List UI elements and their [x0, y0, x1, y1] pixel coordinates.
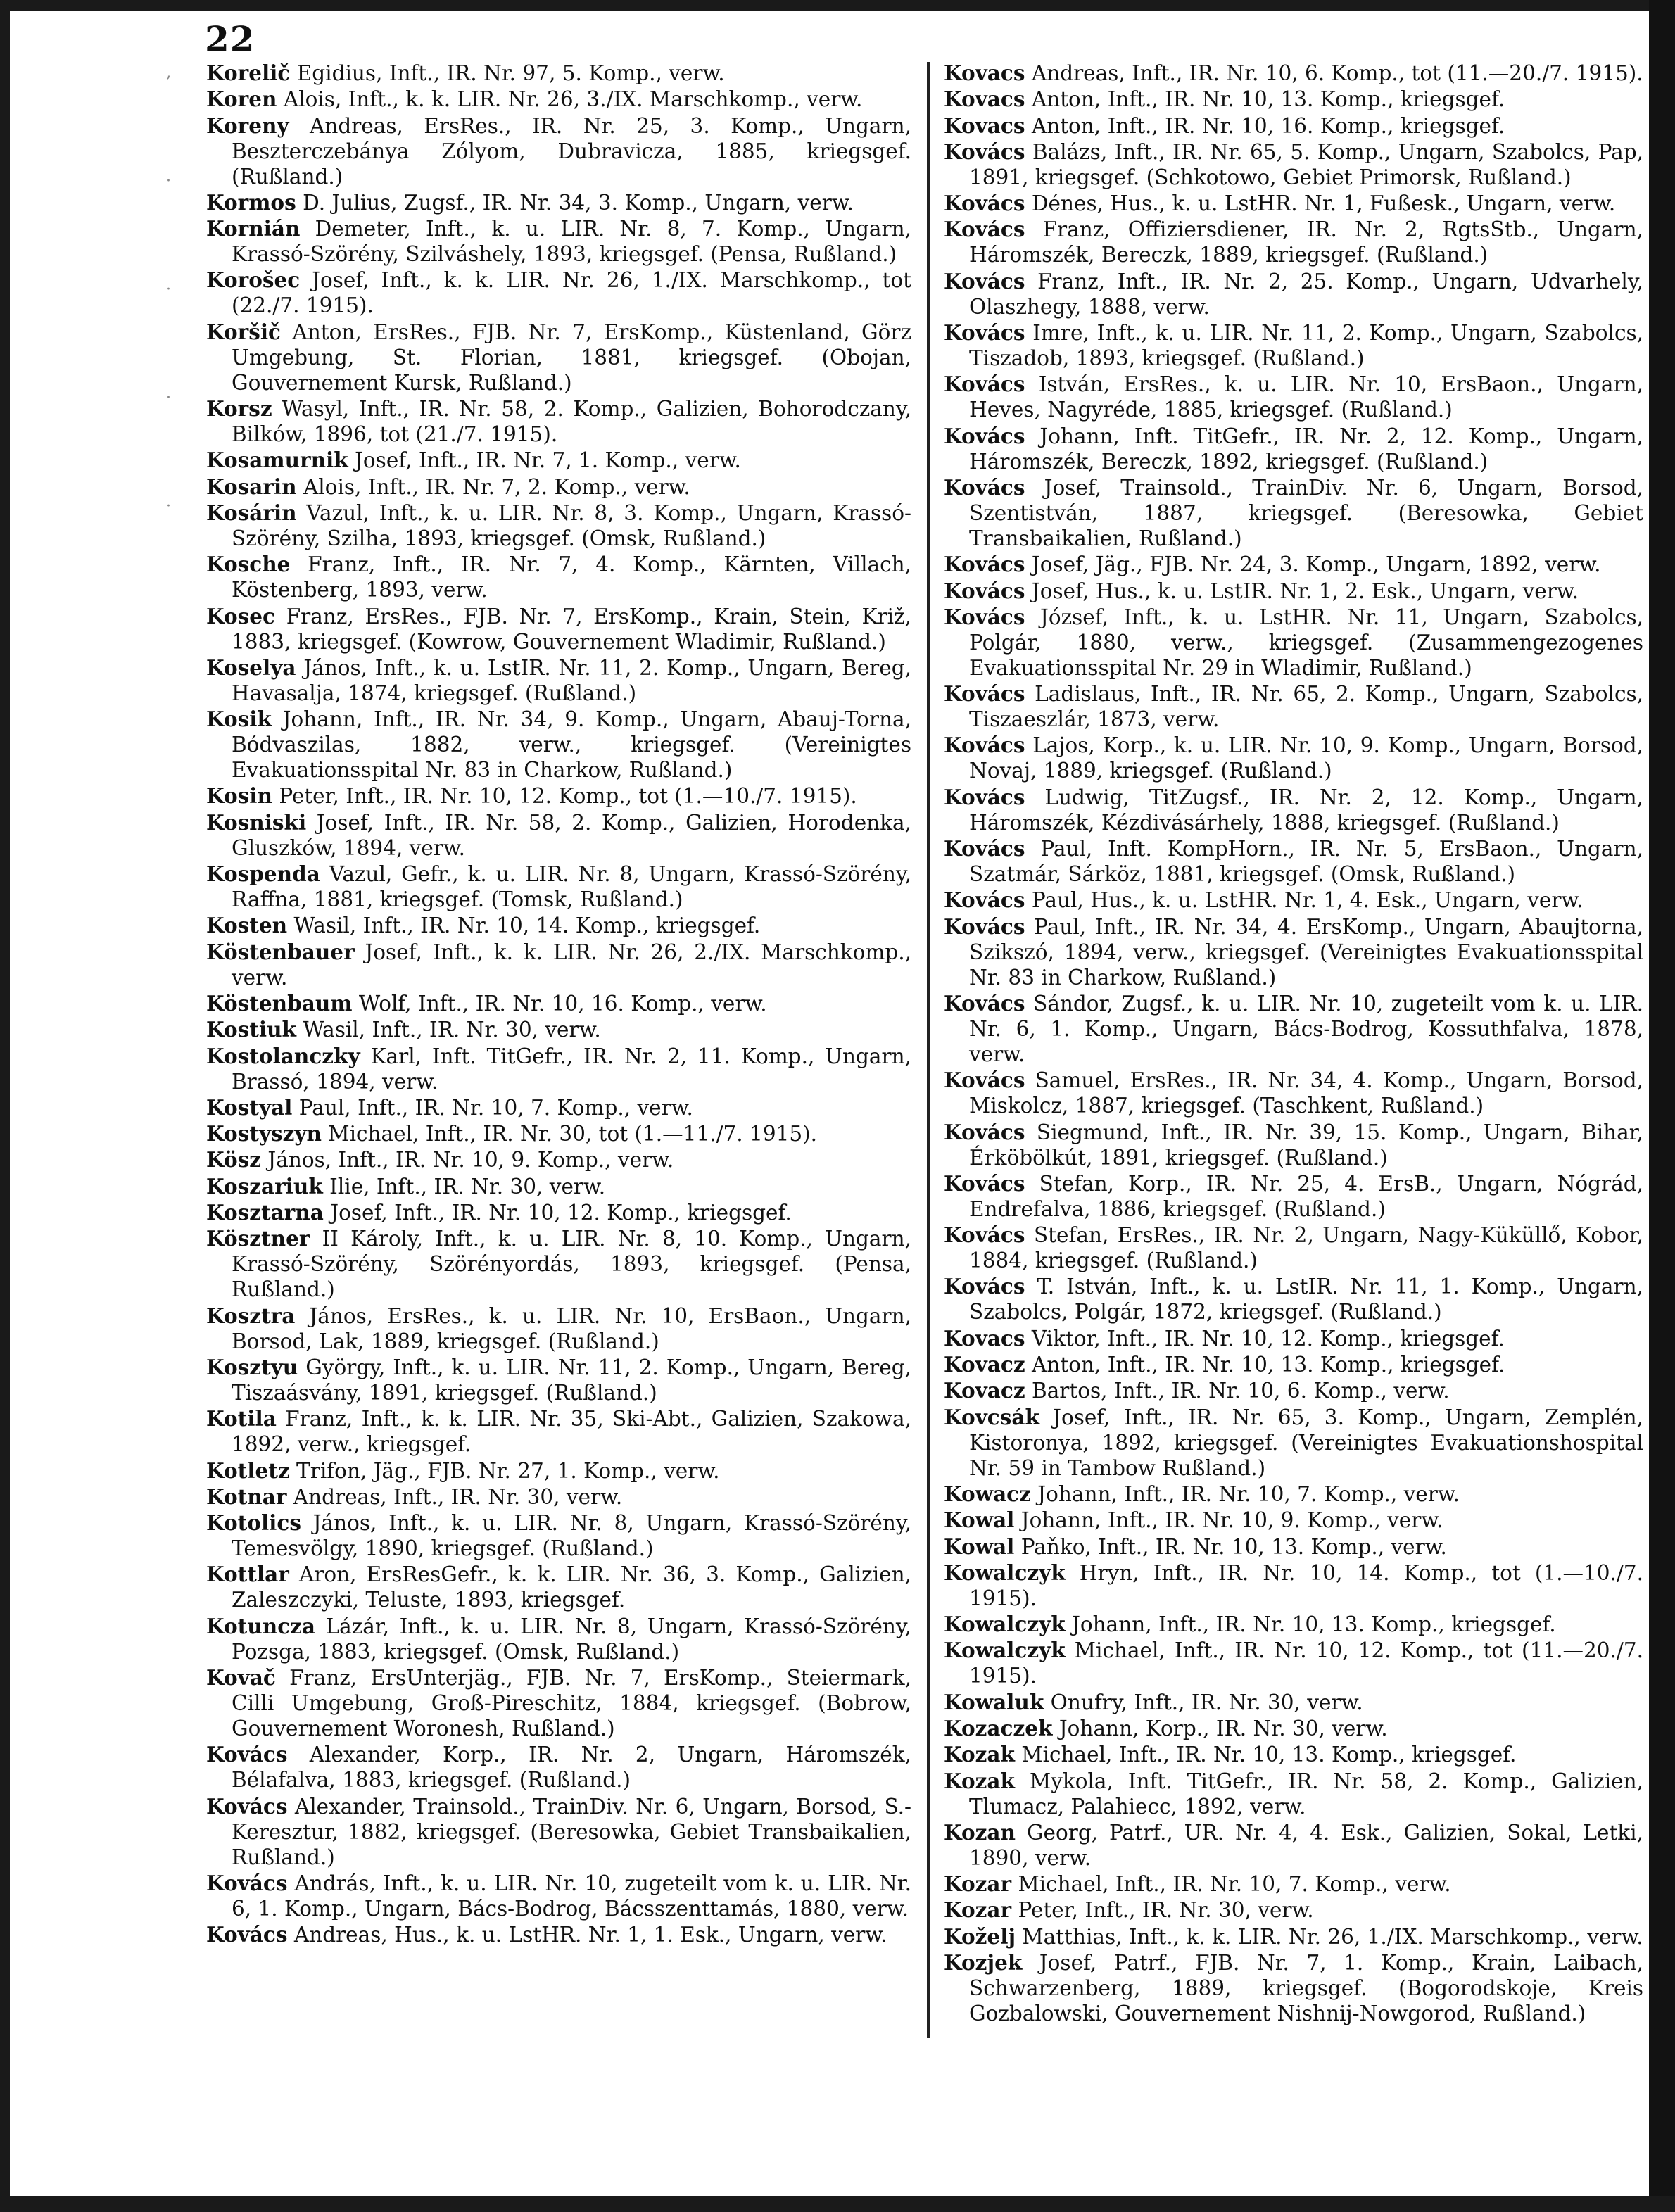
entry-surname: Kozak	[944, 1742, 1015, 1767]
list-entry	[944, 579, 1643, 604]
list-entry	[944, 836, 1643, 887]
list-entry	[944, 1171, 1643, 1222]
entry-surname: Kozaczek	[944, 1715, 1053, 1740]
entry-details: D. Julius, Zugsf., IR. Nr. 34, 3. Komp., Ungarn, verw.	[303, 190, 854, 215]
entry-surname: Kovács	[944, 604, 1025, 629]
entry-details: Franz, Inft., k. k. LIR. Nr. 35, Ski-Abt., Galizien, Szakowa, 1892, verw., kriegsgef.	[232, 1407, 911, 1457]
entry-surname: Kovács	[944, 423, 1025, 448]
list-entry	[944, 991, 1643, 1067]
entry-surname: Kowalczyk	[944, 1560, 1066, 1585]
entry-surname: Kovács	[944, 733, 1025, 758]
entry-surname: Kösz	[206, 1147, 262, 1173]
entry-surname: Koželj	[944, 1923, 1016, 1949]
list-entry	[944, 1120, 1643, 1170]
entry-surname: Kozan	[944, 1819, 1016, 1845]
list-entry	[944, 1769, 1643, 1819]
list-entry	[206, 1510, 911, 1561]
list-entry	[206, 1922, 911, 1947]
entry-details: II Károly, Inft., k. u. LIR. Nr. 8, 10. Komp., Ungarn, Krassó-Szörény, Szörényordás, 1893, kriegsgef. (Pensa, Rußland.)	[232, 1227, 911, 1302]
list-entry	[944, 1950, 1643, 2026]
list-entry	[944, 61, 1643, 86]
list-entry	[206, 1484, 911, 1510]
entry-details: Josef, Inft., IR. Nr. 65, 3. Komp., Ungarn, Zemplén, Kistoronya, 1892, kriegsgef. (Vereinigtes Evakuationshospital Nr. 59 in Tambow Rußland.)	[969, 1405, 1643, 1480]
entry-details: János, Inft., k. u. LstIR. Nr. 11, 2. Komp., Ungarn, Bereg, Havasalja, 1874, kriegsgef. (Rußland.)	[232, 655, 911, 705]
entry-details: Mykola, Inft. TitGefr., IR. Nr. 58, 2. Komp., Galizien, Tlumacz, Palahiecc, 1892, verw.	[969, 1769, 1643, 1819]
entry-details: Paňko, Inft., IR. Nr. 10, 13. Komp., verw.	[1020, 1534, 1447, 1559]
list-entry	[206, 552, 911, 602]
entry-surname: Kosarin	[206, 474, 297, 499]
entry-details: Franz, Inft., IR. Nr. 7, 4. Komp., Kärnten, Villach, Köstenberg, 1893, verw.	[232, 552, 911, 602]
list-entry	[944, 1742, 1643, 1767]
entry-surname: Kösztner	[206, 1226, 310, 1251]
list-entry	[206, 474, 911, 500]
entry-surname: Kosárin	[206, 500, 297, 525]
entry-details: Matthias, Inft., k. k. LIR. Nr. 26, 1./IX. Marschkomp., verw.	[1022, 1924, 1643, 1949]
entry-details: Franz, ErsUnterjäg., FJB. Nr. 7, ErsKomp., Steiermark, Cilli Umgebung, Groß-Pireschitz, 1884, kriegsgef. (Bobrow, Gouvernement Woronesh, Rußland.)	[232, 1665, 911, 1740]
list-entry	[944, 87, 1643, 112]
list-entry	[944, 1716, 1643, 1741]
list-entry	[944, 785, 1643, 835]
entry-surname: Kotila	[206, 1406, 277, 1432]
entry-details: Franz, Inft., IR. Nr. 2, 25. Komp., Ungarn, Udvarhely, Olaszhegy, 1888, verw.	[969, 269, 1643, 319]
entry-details: Viktor, Inft., IR. Nr. 10, 12. Komp., kriegsgef.	[1031, 1326, 1505, 1351]
entry-surname: Kozak	[944, 1768, 1015, 1793]
entry-details: Michael, Inft., IR. Nr. 10, 13. Komp., kriegsgef.	[1021, 1743, 1517, 1767]
entry-details: József, Inft., k. u. LstHR. Nr. 11, Ungarn, Szabolcs, Polgár, 1880, verw., kriegsgef. (Zusammengezogenes Evakuationsspital Nr. 29 in Wladimir, Rußland.)	[969, 605, 1643, 680]
entry-details: Egidius, Inft., IR. Nr. 97, 5. Komp., verw.	[296, 61, 725, 85]
entry-details: Lajos, Korp., k. u. LIR. Nr. 10, 9. Komp., Ungarn, Borsod, Novaj, 1889, kriegsgef. (Rußland.)	[969, 733, 1643, 783]
list-entry	[944, 1820, 1643, 1871]
entry-details: János, Inft., IR. Nr. 10, 9. Komp., verw.	[267, 1148, 674, 1173]
entry-surname: Kosztra	[206, 1303, 296, 1328]
list-entry	[206, 1794, 911, 1870]
list-entry	[944, 1405, 1643, 1481]
entry-details: András, Inft., k. u. LIR. Nr. 10, zugeteilt vom k. u. LIR. Nr. 6, 1. Komp., Ungarn, Bács-Bodrog, Bácsszenttamás, 1880, verw.	[232, 1871, 911, 1921]
entry-details: Ludwig, TitZugsf., IR. Nr. 2, 12. Komp., Ungarn, Háromszék, Kézdivásárhely, 1888, kriegsgef. (Rußland.)	[969, 785, 1643, 835]
entry-surname: Kowalczyk	[944, 1638, 1066, 1663]
entry-details: Aron, ErsResGefr., k. k. LIR. Nr. 36, 3. Komp., Galizien, Zaleszczyki, Teluste, 1893, kriegsgef.	[232, 1562, 911, 1612]
entry-details: Imre, Inft., k. u. LIR. Nr. 11, 2. Komp., Ungarn, Szabolcs, Tiszadob, 1893, kriegsgef. (Rußland.)	[969, 321, 1643, 371]
list-entry	[944, 1612, 1643, 1637]
entry-surname: Korsz	[206, 396, 272, 422]
entry-surname: Kozar	[944, 1871, 1012, 1897]
list-entry	[944, 552, 1643, 577]
entry-details: István, ErsRes., k. u. LIR. Nr. 10, ErsBaon., Ungarn, Heves, Nagyréde, 1885, kriegsgef. (Rußland.)	[969, 372, 1643, 422]
entry-surname: Kovács	[944, 474, 1025, 500]
entry-details: Andreas, Inft., IR. Nr. 30, verw.	[293, 1484, 623, 1509]
list-entry	[944, 1378, 1643, 1403]
list-entry	[206, 320, 911, 396]
entry-surname: Kovács	[944, 887, 1025, 913]
entry-details: Johann, Inft., IR. Nr. 10, 7. Komp., verw.	[1037, 1481, 1460, 1506]
list-entry	[206, 940, 911, 990]
entry-details: Stefan, ErsRes., IR. Nr. 2, Ungarn, Nagy-Küküllő, Kobor, 1884, kriegsgef. (Rußland.)	[969, 1223, 1643, 1273]
list-entry	[206, 1147, 911, 1173]
entry-surname: Kotletz	[206, 1458, 290, 1483]
list-entry	[944, 191, 1643, 216]
entry-details: Wasil, Inft., IR. Nr. 10, 14. Komp., kriegsgef.	[293, 914, 761, 938]
list-entry	[206, 500, 911, 551]
entry-details: Paul, Hus., k. u. LstHR. Nr. 1, 4. Esk., Ungarn, verw.	[1031, 888, 1584, 913]
entry-surname: Kostolanczky	[206, 1043, 360, 1068]
entry-surname: Kormos	[206, 189, 296, 215]
entry-details: Johann, Inft., IR. Nr. 34, 9. Komp., Ungarn, Abauj-Torna, Bódvaszilas, 1882, verw., kriegsgef. (Vereinigtes Evakuationsspital Nr. 83 in Charkow, Rußland.)	[232, 707, 911, 783]
entry-surname: Kovács	[944, 836, 1025, 861]
list-entry	[206, 396, 911, 447]
list-entry	[944, 1274, 1643, 1325]
list-entry	[206, 113, 911, 189]
entry-details: Paul, Inft., IR. Nr. 10, 7. Komp., verw.	[298, 1095, 693, 1120]
list-entry	[206, 913, 911, 938]
list-entry	[206, 1665, 911, 1741]
column-divider	[927, 62, 930, 2038]
entry-details: Demeter, Inft., k. u. LIR. Nr. 8, 7. Komp., Ungarn, Krassó-Szörény, Szilváshely, 1893, kriegsgef. (Pensa, Rußland.)	[232, 217, 911, 267]
entry-surname: Kosin	[206, 783, 272, 809]
entry-surname: Kotuncza	[206, 1613, 316, 1638]
entry-surname: Kosche	[206, 552, 291, 577]
entry-details: Paul, Inft. KompHorn., IR. Nr. 5, ErsBaon., Ungarn, Szatmár, Sárköz, 1881, kriegsgef. (Omsk, Rußland.)	[969, 837, 1643, 887]
list-entry	[944, 1871, 1643, 1897]
entry-details: Anton, Inft., IR. Nr. 10, 13. Komp., kriegsgef.	[1031, 87, 1505, 112]
entry-details: Sándor, Zugsf., k. u. LIR. Nr. 10, zugeteilt vom k. u. LIR. Nr. 6, 1. Komp., Ungarn, Bács-Bodrog, Kossuthfalva, 1878, verw.	[969, 991, 1643, 1066]
entry-details: Onufry, Inft., IR. Nr. 30, verw.	[1050, 1690, 1363, 1714]
entry-details: Alois, Inft., k. k. LIR. Nr. 26, 3./IX. Marschkomp., verw.	[283, 87, 863, 112]
entry-surname: Kovács	[944, 784, 1025, 809]
entry-details: Josef, Jäg., FJB. Nr. 24, 3. Komp., Ungarn, 1892, verw.	[1031, 552, 1601, 577]
entry-details: Josef, Patrf., FJB. Nr. 7, 1. Komp., Krain, Laibach, Schwarzenberg, 1889, kriegsgef. (Bogorodskoje, Kreis Gozbalowski, Gouvernement Nishnij-Nowgorod, Rußland.)	[969, 1951, 1643, 2026]
list-entry	[944, 372, 1643, 422]
entry-surname: Kovács	[944, 552, 1025, 577]
entry-details: Johann, Korp., IR. Nr. 30, verw.	[1058, 1716, 1388, 1740]
entry-surname: Koršič	[206, 319, 281, 344]
list-entry	[206, 1174, 911, 1199]
entry-details: Franz, Offiziersdiener, IR. Nr. 2, RgtsStb., Ungarn, Háromszék, Bereczk, 1889, kriegsgef. (Rußland.)	[969, 217, 1643, 267]
entry-surname: Kovacz	[944, 1378, 1025, 1403]
list-entry	[206, 61, 911, 86]
list-entry	[944, 139, 1643, 190]
entry-surname: Kozjek	[944, 1950, 1023, 1976]
list-entry	[206, 783, 911, 809]
entry-surname: Kostyszyn	[206, 1121, 322, 1146]
entry-details: T. István, Inft., k. u. LstIR. Nr. 11, 1. Komp., Ungarn, Szabolcs, Polgár, 1872, kriegsgef. (Rußland.)	[969, 1275, 1643, 1325]
entry-surname: Kovács	[944, 1170, 1025, 1196]
list-entry	[944, 1560, 1643, 1611]
list-entry	[944, 887, 1643, 913]
entry-details: Wasyl, Inft., IR. Nr. 58, 2. Komp., Galizien, Bohorodczany, Bilków, 1896, tot (21./7. 1915).	[232, 397, 911, 447]
list-entry	[944, 475, 1643, 551]
entry-surname: Koren	[206, 87, 277, 112]
entry-surname: Kowacz	[944, 1481, 1031, 1506]
entry-surname: Kovács	[944, 139, 1025, 164]
entry-surname: Kovács	[206, 1922, 288, 1947]
entry-details: Balázs, Inft., IR. Nr. 65, 5. Komp., Ungarn, Szabolcs, Pap, 1891, kriegsgef. (Schkotowo, Gebiet Primorsk, Rußland.)	[969, 139, 1643, 189]
entry-surname: Kosik	[206, 707, 272, 732]
list-entry	[944, 1068, 1643, 1118]
entry-details: Stefan, Korp., IR. Nr. 25, 4. ErsB., Ungarn, Nógrád, Endrefalva, 1886, kriegsgef. (Rußland.)	[969, 1171, 1643, 1221]
list-entry	[944, 1326, 1643, 1351]
entry-details: Peter, Inft., IR. Nr. 30, verw.	[1018, 1898, 1314, 1923]
list-entry	[944, 914, 1643, 990]
entry-surname: Kozar	[944, 1897, 1012, 1923]
list-entry	[206, 1458, 911, 1484]
entry-details: Alexander, Korp., IR. Nr. 2, Ungarn, Háromszék, Bélafalva, 1883, kriegsgef. (Rußland.)	[232, 1743, 911, 1793]
entry-surname: Kospenda	[206, 861, 320, 887]
list-entry	[944, 1534, 1643, 1560]
list-entry	[206, 1095, 911, 1120]
right-column	[944, 61, 1643, 2027]
entry-details: Andreas, ErsRes., IR. Nr. 25, 3. Komp., Ungarn, Beszterczebánya Zólyom, Dubravicza, 1885, kriegsgef. (Rußland.)	[232, 113, 911, 189]
entry-surname: Kosztyu	[206, 1354, 298, 1379]
list-entry	[944, 1352, 1643, 1377]
entry-details: Johann, Inft. TitGefr., IR. Nr. 2, 12. Komp., Ungarn, Háromszék, Bereczk, 1892, kriegsgef. (Rußland.)	[969, 424, 1643, 474]
entry-details: Ladislaus, Inft., IR. Nr. 65, 2. Komp., Ungarn, Szabolcs, Tiszaeszlár, 1873, verw.	[969, 682, 1643, 732]
entry-details: György, Inft., k. u. LIR. Nr. 11, 2. Komp., Ungarn, Bereg, Tiszaásvány, 1891, kriegsgef. (Rußland.)	[232, 1355, 911, 1405]
list-entry	[944, 113, 1643, 139]
entry-surname: Kovač	[206, 1664, 276, 1690]
entry-details: Michael, Inft., IR. Nr. 10, 7. Komp., verw.	[1018, 1872, 1451, 1897]
list-entry	[206, 1614, 911, 1664]
list-entry	[944, 681, 1643, 732]
entry-surname: Kottlar	[206, 1562, 289, 1587]
entry-details: Karl, Inft. TitGefr., IR. Nr. 2, 11. Komp., Ungarn, Brassó, 1894, verw.	[232, 1044, 911, 1094]
entry-surname: Köstenbauer	[206, 939, 355, 964]
list-entry	[944, 320, 1643, 371]
entry-surname: Kovács	[944, 217, 1025, 242]
list-entry	[206, 1044, 911, 1094]
entry-surname: Kosec	[206, 603, 276, 628]
list-entry	[206, 1017, 911, 1042]
entry-details: Dénes, Hus., k. u. LstHR. Nr. 1, Fußesk., Ungarn, verw.	[1031, 191, 1616, 216]
list-entry	[944, 424, 1643, 474]
entry-surname: Kovács	[944, 1222, 1025, 1248]
entry-surname: Kosztarna	[206, 1200, 324, 1225]
entry-details: Ilie, Inft., IR. Nr. 30, verw.	[329, 1174, 606, 1199]
entry-details: Andreas, Inft., IR. Nr. 10, 6. Komp., tot (11.—20./7. 1915).	[1031, 61, 1643, 85]
entry-details: Josef, Hus., k. u. LstIR. Nr. 1, 2. Esk., Ungarn, verw.	[1031, 579, 1579, 603]
list-entry	[944, 1481, 1643, 1507]
entry-details: János, Inft., k. u. LIR. Nr. 8, Ungarn, Krassó-Szörény, Temesvölgy, 1890, kriegsgef. (Rußland.)	[232, 1511, 911, 1561]
entry-surname: Kovács	[944, 1068, 1025, 1093]
entry-surname: Korelič	[206, 61, 291, 85]
entry-details: Siegmund, Inft., IR. Nr. 39, 15. Komp., Ungarn, Bihar, Érköbölkút, 1891, kriegsgef. (Rußland.)	[969, 1120, 1643, 1170]
entry-details: Samuel, ErsRes., IR. Nr. 34, 4. Komp., Ungarn, Borsod, Miskolcz, 1887, kriegsgef. (Taschkent, Rußland.)	[969, 1068, 1643, 1118]
list-entry	[944, 1897, 1643, 1923]
entry-details: Josef, Trainsold., TrainDiv. Nr. 6, Ungarn, Borsod, Szentistván, 1887, kriegsgef. (Beresowka, Gebiet Transbaikalien, Rußland.)	[969, 475, 1643, 550]
entry-details: Bartos, Inft., IR. Nr. 10, 6. Komp., verw.	[1032, 1379, 1450, 1403]
left-column	[206, 61, 911, 1948]
entry-details: Andreas, Hus., k. u. LstHR. Nr. 1, 1. Esk., Ungarn, verw.	[293, 1923, 887, 1947]
list-entry	[206, 1200, 911, 1225]
entry-surname: Kovács	[944, 1274, 1025, 1299]
list-entry	[944, 1222, 1643, 1273]
entry-surname: Korošec	[206, 267, 301, 293]
entry-surname: Kovcsák	[944, 1404, 1039, 1429]
entry-details: Johann, Inft., IR. Nr. 10, 13. Komp., kriegsgef.	[1072, 1612, 1556, 1637]
entry-surname: Kovács	[944, 372, 1025, 397]
list-entry	[944, 1924, 1643, 1949]
entry-surname: Kovacz	[944, 1352, 1025, 1377]
list-entry	[206, 861, 911, 912]
list-entry	[206, 655, 911, 706]
scan-edge-right	[1649, 0, 1675, 2212]
list-entry	[206, 1121, 911, 1146]
entry-surname: Kovács	[206, 1870, 288, 1895]
list-entry	[206, 1406, 911, 1457]
entry-details: Wasil, Inft., IR. Nr. 30, verw.	[303, 1018, 601, 1042]
list-entry	[206, 707, 911, 783]
list-entry	[944, 733, 1643, 783]
entry-details: János, ErsRes., k. u. LIR. Nr. 10, ErsBaon., Ungarn, Borsod, Lak, 1889, kriegsgef. (Rußland.)	[232, 1303, 911, 1353]
entry-surname: Koreny	[206, 113, 289, 138]
entry-surname: Kovács	[944, 320, 1025, 346]
margin-marks: ‚ · · · ·	[166, 64, 171, 515]
list-entry	[206, 216, 911, 267]
entry-surname: Kovács	[944, 914, 1025, 939]
entry-surname: Köstenbaum	[206, 990, 353, 1016]
entry-surname: Kotolics	[206, 1510, 301, 1536]
entry-surname: Kovács	[944, 268, 1025, 293]
list-entry	[944, 217, 1643, 267]
entry-surname: Kovacs	[944, 61, 1025, 85]
entry-details: Vazul, Inft., k. u. LIR. Nr. 8, 3. Komp., Ungarn, Krassó-Szörény, Szilha, 1893, kriegsgef. (Omsk, Rußland.)	[232, 500, 911, 550]
list-entry	[206, 810, 911, 861]
entry-details: Franz, ErsRes., FJB. Nr. 7, ErsKomp., Krain, Stein, Križ, 1883, kriegsgef. (Kowrow, Gouvernement Wladimir, Rußland.)	[232, 604, 911, 654]
entry-surname: Koselya	[206, 655, 296, 680]
entry-surname: Kowaluk	[944, 1689, 1044, 1714]
list-entry	[206, 190, 911, 215]
list-entry	[206, 1562, 911, 1612]
entry-details: Josef, Inft., IR. Nr. 10, 12. Komp., kriegsgef.	[330, 1201, 792, 1225]
entry-surname: Kovacs	[944, 1325, 1025, 1351]
list-entry	[944, 1690, 1643, 1715]
page-number: 22	[205, 18, 255, 60]
entry-details: Anton, Inft., IR. Nr. 10, 13. Komp., kriegsgef.	[1032, 1353, 1505, 1377]
entry-details: Lázár, Inft., k. u. LIR. Nr. 8, Ungarn, Krassó-Szörény, Pozsga, 1883, kriegsgef. (Omsk, Rußland.)	[232, 1614, 911, 1664]
entry-details: Michael, Inft., IR. Nr. 10, 12. Komp., tot (11.—20./7. 1915).	[969, 1638, 1643, 1688]
entry-surname: Kovács	[944, 681, 1025, 707]
entry-details: Alois, Inft., IR. Nr. 7, 2. Komp., verw.	[303, 474, 690, 499]
entry-details: Anton, Inft., IR. Nr. 10, 16. Komp., kriegsgef.	[1031, 113, 1505, 138]
entry-surname: Kovács	[944, 191, 1025, 216]
entry-surname: Kosamurnik	[206, 448, 348, 473]
entry-details: Wolf, Inft., IR. Nr. 10, 16. Komp., verw.	[358, 991, 767, 1016]
entry-surname: Kovács	[944, 990, 1025, 1016]
entry-details: Johann, Inft., IR. Nr. 10, 9. Komp., verw.	[1020, 1508, 1443, 1533]
entry-details: Josef, Inft., k. k. LIR. Nr. 26, 2./IX. Marschkomp., verw.	[232, 940, 911, 990]
entry-surname: Kovács	[206, 1793, 288, 1819]
entry-surname: Kowal	[944, 1534, 1015, 1559]
list-entry	[206, 991, 911, 1016]
entry-details: Josef, Inft., k. k. LIR. Nr. 26, 1./IX. Marschkomp., tot (22./7. 1915).	[232, 268, 911, 318]
entry-details: Vazul, Gefr., k. u. LIR. Nr. 8, Ungarn, Krassó-Szörény, Raffna, 1881, kriegsgef. (Tomsk, Rußland.)	[232, 862, 911, 912]
entry-details: Hryn, Inft., IR. Nr. 10, 14. Komp., tot (1.—10./7. 1915).	[969, 1560, 1643, 1610]
entry-surname: Kotnar	[206, 1484, 287, 1509]
list-entry	[206, 1871, 911, 1921]
entry-surname: Kovacs	[944, 87, 1025, 112]
entry-surname: Kornián	[206, 216, 301, 241]
entry-details: Josef, Inft., IR. Nr. 7, 1. Komp., verw.	[355, 448, 741, 473]
entry-surname: Koszariuk	[206, 1173, 323, 1199]
entry-surname: Kovács	[206, 1742, 288, 1767]
entry-surname: Kowalczyk	[944, 1612, 1066, 1637]
entry-details: Anton, ErsRes., FJB. Nr. 7, ErsKomp., Küstenland, Görz Umgebung, St. Florian, 1881, kriegsgef. (Obojan, Gouvernement Kursk, Rußland.)	[232, 320, 911, 395]
list-entry	[206, 1303, 911, 1354]
entry-details: Peter, Inft., IR. Nr. 10, 12. Komp., tot (1.—10./7. 1915).	[279, 784, 857, 809]
list-entry	[944, 269, 1643, 320]
list-entry	[206, 1355, 911, 1405]
entry-surname: Kostiuk	[206, 1017, 296, 1042]
entry-details: Alexander, Trainsold., TrainDiv. Nr. 6, Ungarn, Borsod, S.-Keresztur, 1882, kriegsgef. (Beresowka, Gebiet Transbaikalien, Rußland.)	[232, 1794, 911, 1869]
scan-edge-bottom	[0, 2196, 1675, 2212]
scan-edge-top	[0, 0, 1675, 11]
list-entry	[206, 604, 911, 655]
entry-surname: Kostyal	[206, 1094, 293, 1120]
entry-details: Michael, Inft., IR. Nr. 30, tot (1.—11./7. 1915).	[328, 1122, 818, 1146]
list-entry	[944, 1508, 1643, 1533]
entry-details: Georg, Patrf., UR. Nr. 4, 4. Esk., Galizien, Sokal, Letki, 1890, verw.	[969, 1820, 1643, 1870]
list-entry	[206, 1742, 911, 1793]
entry-surname: Kovacs	[944, 113, 1025, 138]
entry-surname: Kovács	[944, 1119, 1025, 1144]
entry-details: Paul, Inft., IR. Nr. 34, 4. ErsKomp., Ungarn, Abaujtorna, Szikszó, 1894, verw., kriegsgef. (Vereinigtes Evakuationsspital Nr. 83 in Charkow, Rußland.)	[969, 914, 1643, 990]
list-entry	[206, 448, 911, 473]
entry-surname: Kosten	[206, 913, 288, 938]
list-entry	[944, 1638, 1643, 1688]
list-entry	[944, 605, 1643, 681]
list-entry	[206, 1226, 911, 1302]
entry-details: Trifon, Jäg., FJB. Nr. 27, 1. Komp., verw.	[296, 1458, 720, 1483]
entry-surname: Kovács	[944, 578, 1025, 603]
entry-surname: Kowal	[944, 1508, 1015, 1533]
list-entry	[206, 87, 911, 112]
entry-details: Josef, Inft., IR. Nr. 58, 2. Komp., Galizien, Horodenka, Gluszków, 1894, verw.	[232, 810, 911, 860]
list-entry	[206, 267, 911, 318]
scan-edge-left	[0, 0, 10, 2212]
entry-surname: Kosniski	[206, 809, 307, 835]
